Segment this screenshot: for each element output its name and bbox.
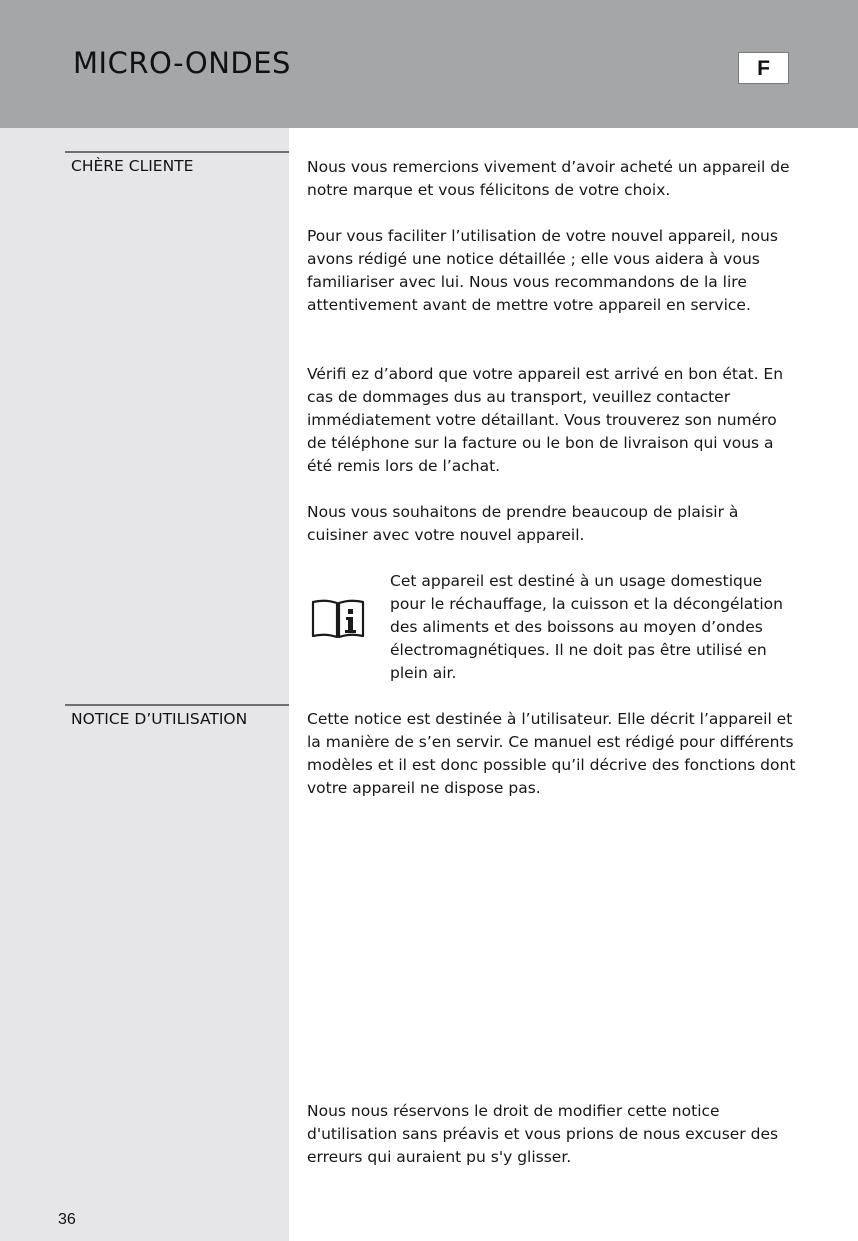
section-heading-notice: NOTICE D’UTILISATION bbox=[71, 710, 248, 728]
page-number: 36 bbox=[58, 1211, 76, 1228]
section-heading-chere-cliente: CHÈRE CLIENTE bbox=[71, 157, 194, 175]
instructions-paragraph: Pour vous faciliter l’utilisation de votre nouvel appareil, nous avons rédigé une notice détaillée ; elle vous aidera à vous familiariser avec lui. Nous vous recommandons de la lire attentivement avant de mettre votre appareil en service. bbox=[307, 227, 778, 314]
section-divider bbox=[65, 704, 289, 706]
section-divider bbox=[65, 151, 289, 153]
info-manual-icon bbox=[309, 598, 367, 640]
inspection-paragraph: Vérifi ez d’abord que votre appareil est arrivé en bon état. En cas de dommages dus au transport, veuillez contacter immédiatement votre détaillant. Vous trouverez son numéro de téléphone sur la facture ou le bon de livraison qui vous a été remis lors de l’achat. bbox=[307, 365, 784, 475]
domestic-use-note: Cet appareil est destiné à un usage domestique pour le réchauffage, la cuisson et la décongélation des aliments et des boissons au moyen d’ondes électromagnétiques. Il ne doit pas être utilisé en plein air. bbox=[390, 572, 783, 682]
intro-paragraph: Nous vous remercions vivement d’avoir acheté un appareil de notre marque et vous félicitons de votre choix. bbox=[307, 158, 790, 199]
disclaimer-paragraph: Nous nous réservons le droit de modifier cette notice d'utilisation sans préavis et vous prions de nous excuser des erreurs qui auraient pu s'y glisser. bbox=[307, 1102, 779, 1166]
wishes-paragraph: Nous vous souhaitons de prendre beaucoup de plaisir à cuisiner avec votre nouvel appareil. bbox=[307, 503, 739, 544]
language-badge: F bbox=[738, 52, 789, 84]
page-title: MICRO-ONDES bbox=[73, 46, 291, 80]
left-margin-column bbox=[0, 128, 289, 1241]
manual-scope-paragraph: Cette notice est destinée à l’utilisateur. Elle décrit l’appareil et la manière de s’en servir. Ce manuel est rédigé pour différents modèles et il est donc possible qu’il décrive des fonctions dont votre appareil ne dispose pas. bbox=[307, 710, 796, 797]
